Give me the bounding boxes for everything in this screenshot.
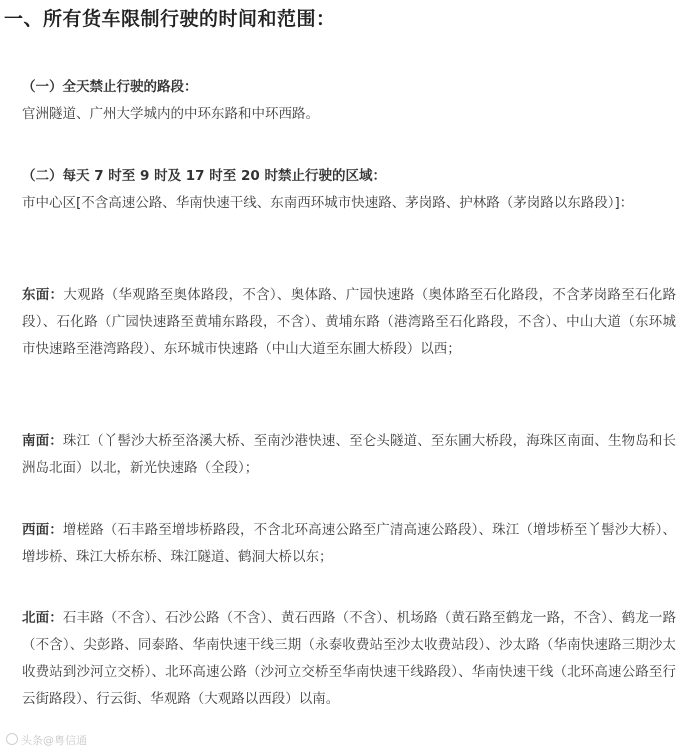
watermark-text: 头条@粤信通 <box>21 734 87 747</box>
section-2-title: （二）每天 7 时至 9 时及 17 时至 20 时禁止行驶的区域： <box>22 168 386 184</box>
south-text: 珠江（丫髻沙大桥至洛溪大桥、至南沙港快速、至仑头隧道、至东圃大桥段，海珠区南面、生物岛和长洲岛北面）以北，新光快速路（全段）； <box>22 433 677 476</box>
watermark <box>6 733 87 748</box>
west-label: 西面： <box>22 522 63 538</box>
north-label: 北面： <box>22 610 63 626</box>
main-heading: 一、所有货车限制行驶的时间和范围： <box>4 8 336 30</box>
east-boundary-paragraph <box>22 282 676 363</box>
section-2-body: 市中心区[不含高速公路、华南快速干线、东南西环城市快速路、茅岗路、护林路（茅岗路以东路段）]： <box>22 195 634 211</box>
section-1-body: 官洲隧道、广州大学城内的中环东路和中环西路。 <box>22 106 319 122</box>
east-text: 大观路（华观路至奥体路段，不含）、奥体路、广园快速路（奥体路至石化路段，不含茅岗路至石化路段）、石化路（广园快速路至黄埔东路段，不含）、黄埔东路（港湾路至石化路段，不含）、中山大道（东环城市快速路至港湾路段）、东环城市快速路（中山大道至东圃大桥段）以西； <box>22 287 677 357</box>
north-boundary-paragraph <box>22 605 676 713</box>
west-text: 增槎路（石丰路至增埗桥路段，不含北环高速公路至广清高速公路段）、珠江（增埗桥至丫髻沙大桥）、增埗桥、珠江大桥东桥、珠江隧道、鹤洞大桥以东； <box>22 522 676 565</box>
watermark-logo-icon <box>6 733 18 745</box>
section-1-title: （一）全天禁止行驶的路段： <box>22 79 198 95</box>
section-1 <box>22 74 676 128</box>
section-2 <box>22 163 676 217</box>
south-label: 南面： <box>22 433 63 449</box>
north-text: 石丰路（不含）、石沙公路（不含）、黄石西路（不含）、机场路（黄石路至鹤龙一路，不含）、鹤龙一路（不含）、尖彭路、同泰路、华南快速干线三期（永泰收费站至沙太收费站段）、沙太路（华南快速路三期沙太收费站到沙河立交桥）、北环高速公路（沙河立交桥至华南快速干线路段）、华南快速干线（北环高速公路至行云街路段）、行云街、华观路（大观路以西段）以南。 <box>22 610 677 707</box>
east-label: 东面： <box>22 287 64 303</box>
south-boundary-paragraph <box>22 428 676 482</box>
west-boundary-paragraph <box>22 517 676 571</box>
